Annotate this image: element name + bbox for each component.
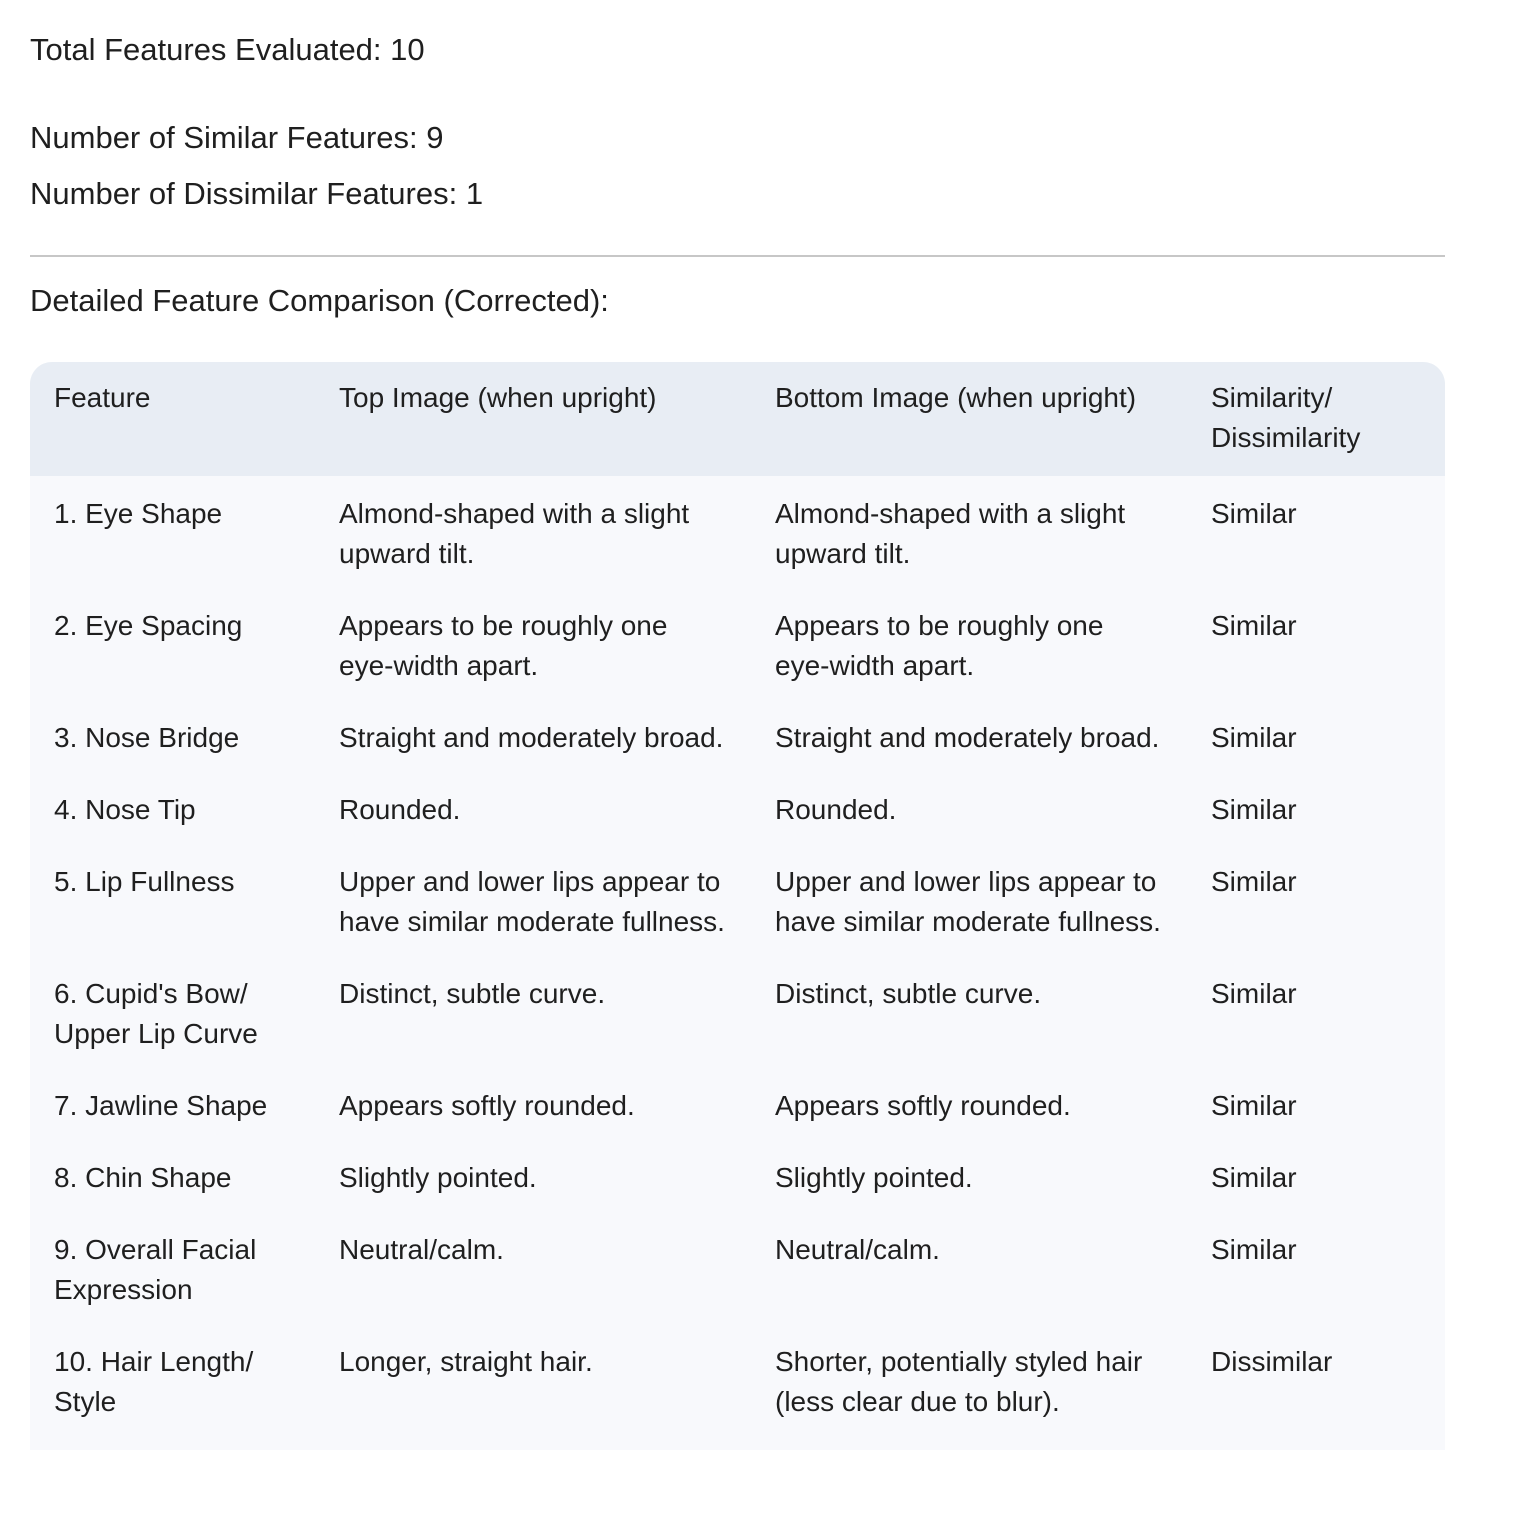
bottom-image-cell: Straight and moderately broad. (775, 722, 1160, 753)
feature-cell: 3. Nose Bridge (54, 722, 240, 753)
table-header-row (30, 362, 1445, 476)
feature-cell: 5. Lip Fullness (54, 866, 235, 897)
section-heading: Detailed Feature Comparison (Corrected): (30, 283, 609, 318)
top-image-cell: Distinct, subtle curve. (339, 978, 606, 1009)
bottom-image-cell: Neutral/calm. (775, 1234, 940, 1265)
feature-cell: 7. Jawline Shape (54, 1090, 268, 1121)
feature-cell: 8. Chin Shape (54, 1162, 232, 1193)
dissimilar-features-text: Number of Dissimilar Features: 1 (30, 176, 484, 211)
similarity-cell: Similar (1211, 794, 1297, 825)
table-row (30, 476, 1445, 590)
top-image-cell: Straight and moderately broad. (339, 722, 724, 753)
top-image-cell: Upper and lower lips appear to have similar moderate fullness. (339, 866, 725, 937)
table-row (30, 1326, 1445, 1438)
table-row (30, 1070, 1445, 1142)
bottom-image-cell: Appears softly rounded. (775, 1090, 1071, 1121)
feature-cell: 6. Cupid's Bow/ Upper Lip Curve (54, 978, 258, 1049)
similarity-cell: Similar (1211, 1234, 1297, 1265)
table-footer-space (30, 1438, 1445, 1450)
top-image-cell: Rounded. (339, 794, 461, 825)
top-image-cell: Appears to be roughly one eye-width apart. (339, 610, 668, 681)
similarity-cell: Similar (1211, 978, 1297, 1009)
similarity-cell: Similar (1211, 498, 1297, 529)
horizontal-divider (30, 255, 1445, 257)
bottom-image-cell: Appears to be roughly one eye-width apart. (775, 610, 1104, 681)
table-row (30, 958, 1445, 1070)
header-top-image: Top Image (when upright) (339, 382, 657, 413)
header-bottom-image: Bottom Image (when upright) (775, 382, 1137, 413)
bottom-image-cell: Slightly pointed. (775, 1162, 973, 1193)
comparison-table (30, 362, 1445, 1450)
similarity-cell: Similar (1211, 1162, 1297, 1193)
bottom-image-cell: Shorter, potentially styled hair (less clear due to blur). (775, 1346, 1143, 1417)
bottom-image-cell: Distinct, subtle curve. (775, 978, 1042, 1009)
table-row (30, 702, 1445, 774)
top-image-cell: Appears softly rounded. (339, 1090, 635, 1121)
feature-cell: 2. Eye Spacing (54, 610, 243, 641)
bottom-image-cell: Rounded. (775, 794, 897, 825)
similarity-cell: Similar (1211, 866, 1297, 897)
bottom-image-cell: Almond-shaped with a slight upward tilt. (775, 498, 1126, 569)
feature-cell: 4. Nose Tip (54, 794, 196, 825)
table-row (30, 590, 1445, 702)
header-similarity: Similarity/ Dissimilarity (1211, 382, 1361, 453)
total-features-text: Total Features Evaluated: 10 (30, 32, 425, 67)
feature-cell: 9. Overall Facial Expression (54, 1234, 257, 1305)
top-image-cell: Neutral/calm. (339, 1234, 504, 1265)
table-row (30, 774, 1445, 846)
similarity-cell: Similar (1211, 722, 1297, 753)
table-row (30, 1214, 1445, 1326)
table-row (30, 1142, 1445, 1214)
similarity-cell: Similar (1211, 610, 1297, 641)
top-image-cell: Almond-shaped with a slight upward tilt. (339, 498, 690, 569)
top-image-cell: Slightly pointed. (339, 1162, 537, 1193)
similarity-cell: Dissimilar (1211, 1346, 1333, 1377)
table-row (30, 846, 1445, 958)
similar-features-text: Number of Similar Features: 9 (30, 120, 444, 155)
header-feature: Feature (54, 382, 151, 413)
bottom-image-cell: Upper and lower lips appear to have similar moderate fullness. (775, 866, 1161, 937)
feature-cell: 10. Hair Length/ Style (54, 1346, 254, 1417)
feature-cell: 1. Eye Shape (54, 498, 223, 529)
top-image-cell: Longer, straight hair. (339, 1346, 593, 1377)
similarity-cell: Similar (1211, 1090, 1297, 1121)
